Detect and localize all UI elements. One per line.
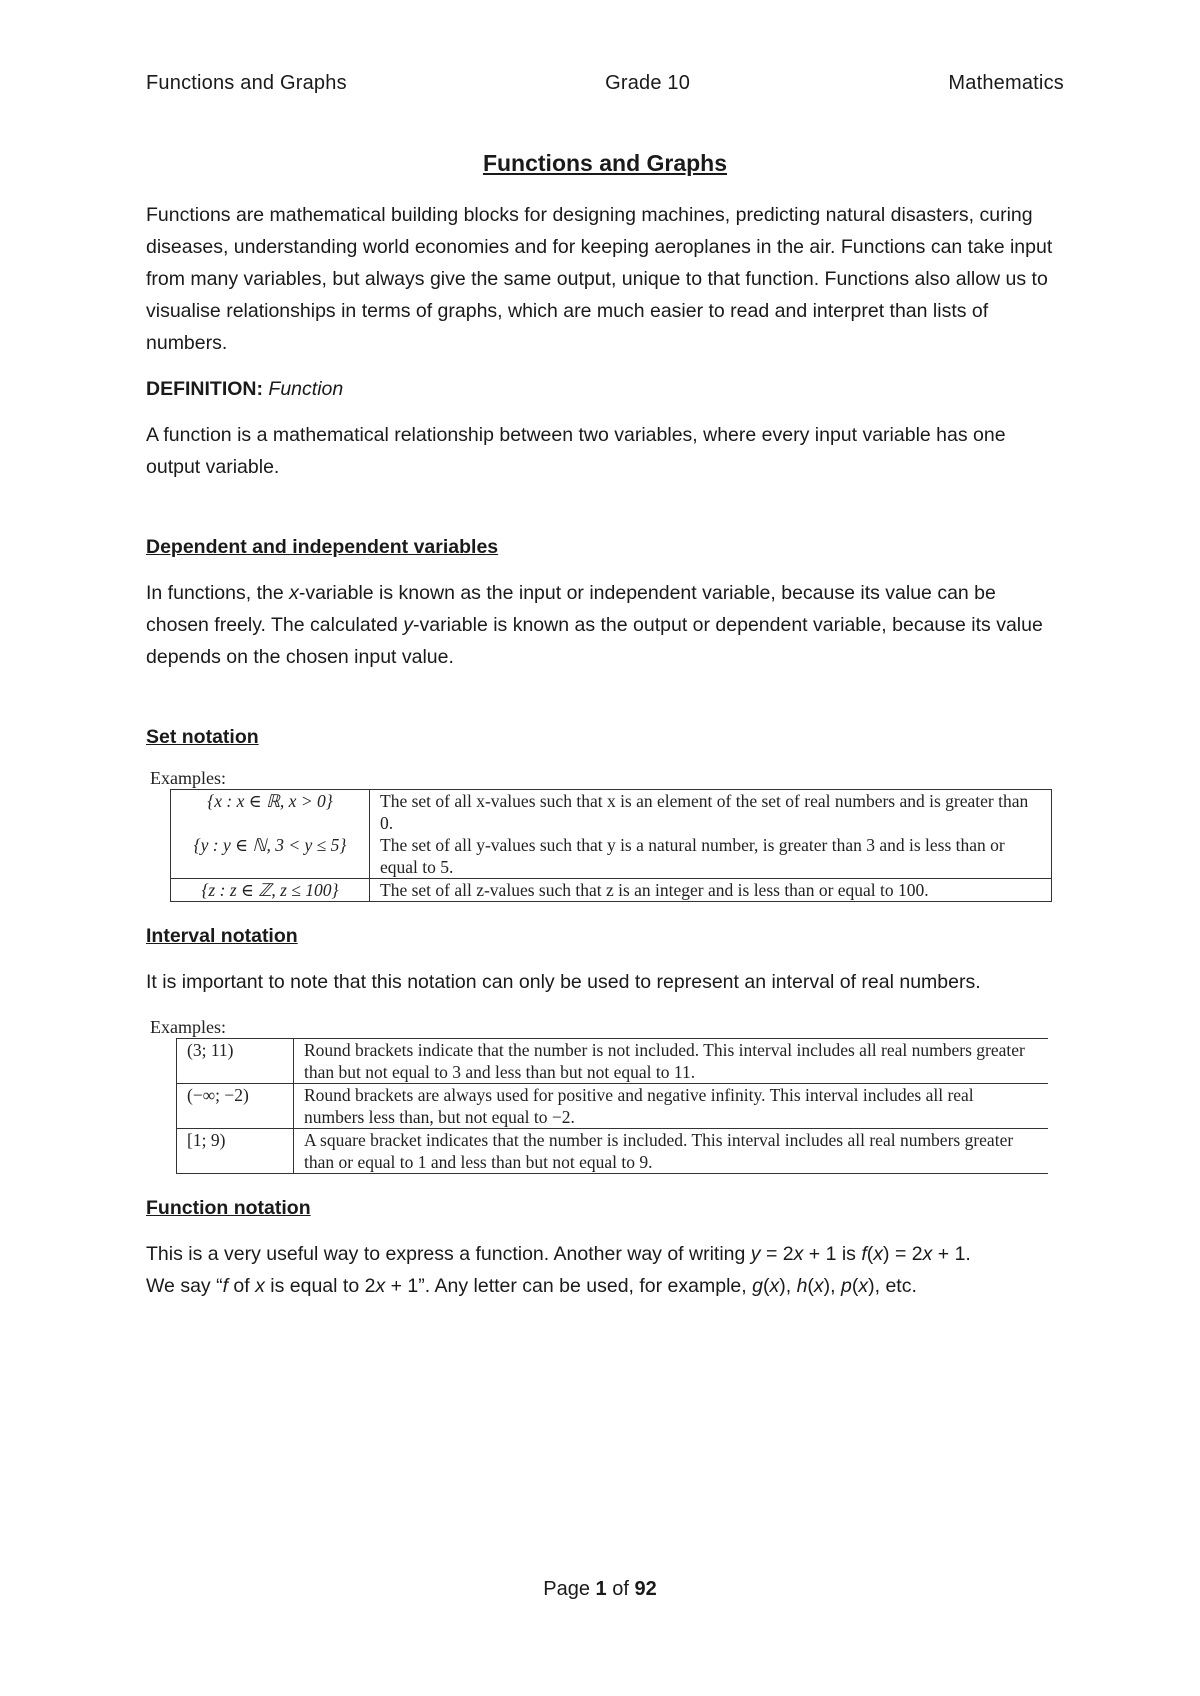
set-notation-table — [170, 789, 1052, 902]
set-symbol: {z : z ∈ ℤ, z ≤ 100} — [171, 879, 370, 902]
table-row — [177, 1129, 1049, 1174]
interval-description: A square bracket indicates that the number is included. This interval includes all real numbers greater than or equal to 1 and less than but not equal to 9. — [294, 1129, 1049, 1174]
page-footer — [0, 1578, 1200, 1601]
function-notation-line-2: We say “f of x is equal to 2x + 1”. Any letter can be used, for example, g(x), h(x), p(x), etc. — [146, 1275, 917, 1297]
interval-paragraph: It is important to note that this notation can only be used to represent an interval of real numbers. — [146, 971, 981, 993]
interval-notation-table — [176, 1038, 1048, 1174]
footer-middle: of — [606, 1578, 635, 1600]
set-description: The set of all x-values such that x is an element of the set of real numbers and is greater than 0. — [370, 790, 1052, 835]
interval-description: Round brackets are always used for positive and negative infinity. This interval includes all real numbers less than, but not equal to −2. — [294, 1084, 1049, 1129]
set-examples-label: Examples: — [150, 768, 226, 788]
definition-label: DEFINITION: — [146, 378, 263, 400]
footer-current-page: 1 — [595, 1578, 607, 1600]
table-row — [171, 834, 1052, 879]
page-header — [146, 72, 1064, 95]
header-center: Grade 10 — [605, 72, 691, 94]
page-content — [146, 150, 1064, 1302]
set-symbol: {x : x ∈ ℝ, x > 0} — [171, 790, 370, 835]
interval-symbol: [1; 9) — [177, 1129, 294, 1174]
table-row — [171, 790, 1052, 835]
dependent-paragraph: In functions, the x-variable is known as the input or independent variable, because its value can be chosen freely. The calculated y-variable is known as the output or dependent variable, because its value depends on the chosen input value. — [146, 582, 1043, 668]
set-notation-examples — [146, 767, 1064, 902]
set-description: The set of all y-values such that y is a natural number, is greater than 3 and is less than or equal to 5. — [370, 834, 1052, 879]
definition-text: A function is a mathematical relationship between two variables, where every input variable has one output variable. — [146, 424, 1006, 478]
table-row — [177, 1039, 1049, 1084]
footer-prefix: Page — [543, 1578, 596, 1600]
definition-label-line — [146, 373, 1064, 405]
footer-total-pages: 92 — [634, 1578, 657, 1600]
function-notation-line-1: This is a very useful way to express a function. Another way of writing y = 2x + 1 is f(x) = 2x + 1. — [146, 1243, 971, 1265]
intro-paragraph: Functions are mathematical building blocks for designing machines, predicting natural disasters, curing diseases, understanding world economies and for keeping aeroplanes in the air. Functions can take input from many variables, but always give the same output, unique to that function. Functions also allow us to visualise relationships in terms of graphs, which are much easier to read and interpret than lists of numbers. — [146, 204, 1053, 354]
set-symbol: {y : y ∈ ℕ, 3 < y ≤ 5} — [171, 834, 370, 879]
interval-notation-heading: Interval notation — [146, 925, 298, 947]
table-row — [177, 1084, 1049, 1129]
interval-symbol: (−∞; −2) — [177, 1084, 294, 1129]
interval-symbol: (3; 11) — [177, 1039, 294, 1084]
header-right: Mathematics — [948, 72, 1064, 94]
table-row — [171, 879, 1052, 902]
header-left: Functions and Graphs — [146, 72, 347, 94]
interval-examples-label: Examples: — [150, 1017, 226, 1037]
set-description: The set of all z-values such that z is an integer and is less than or equal to 100. — [370, 879, 1052, 902]
set-notation-heading: Set notation — [146, 726, 259, 748]
document-title: Functions and Graphs — [482, 150, 728, 176]
interval-notation-examples — [146, 1016, 1064, 1174]
dependent-heading: Dependent and independent variables — [146, 536, 499, 558]
definition-term: Function — [268, 378, 344, 400]
interval-description: Round brackets indicate that the number is not included. This interval includes all real numbers greater than but not equal to 3 and less than but not equal to 11. — [294, 1039, 1049, 1084]
function-notation-heading: Function notation — [146, 1197, 311, 1219]
